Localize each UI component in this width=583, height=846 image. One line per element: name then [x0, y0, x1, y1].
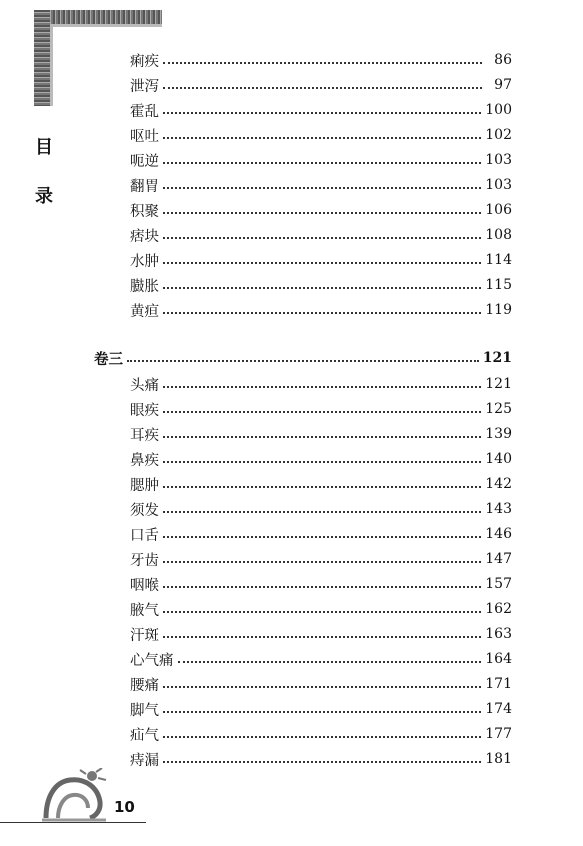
- toc-entry[interactable]: 痞块 108: [130, 227, 512, 245]
- leader-dots: [163, 227, 481, 239]
- toc-entry[interactable]: 口舌 146: [130, 526, 512, 544]
- toc-entry[interactable]: 呃逆 103: [130, 152, 512, 170]
- leader-dots: [163, 152, 481, 164]
- leader-dots: [163, 77, 482, 89]
- toc-entry[interactable]: 头痛 121: [130, 376, 512, 394]
- leader-dots: [163, 102, 481, 114]
- toc-entry[interactable]: 腋气 162: [130, 601, 512, 619]
- leader-dots: [163, 127, 481, 139]
- leader-dots: [163, 426, 481, 438]
- toc-entry[interactable]: 疝气 177: [130, 726, 512, 744]
- page-number: 10: [114, 798, 135, 816]
- dragon-ornament-icon: [40, 768, 108, 824]
- toc-entry[interactable]: 咽喉 157: [130, 576, 512, 594]
- leader-dots: [163, 376, 481, 388]
- leader-dots: [163, 601, 481, 613]
- leader-dots: [163, 526, 481, 538]
- leader-dots: [127, 350, 479, 362]
- toc-entry[interactable]: 心气痛 164: [130, 651, 512, 669]
- toc-entry[interactable]: 痢疾 86: [130, 52, 512, 70]
- leader-dots: [163, 726, 481, 738]
- toc-entry[interactable]: 眼疾 125: [130, 401, 512, 419]
- toc-entry[interactable]: 黄疸 119: [130, 302, 512, 320]
- toc-entry[interactable]: 水肿 114: [130, 252, 512, 270]
- leader-dots: [178, 651, 482, 663]
- leader-dots: [163, 576, 481, 588]
- toc-entry[interactable]: 鼻疾 140: [130, 451, 512, 469]
- toc-entry[interactable]: 腰痛 171: [130, 676, 512, 694]
- toc-entry[interactable]: 牙齿 147: [130, 551, 512, 569]
- contents-title-char-1: 目: [35, 137, 53, 158]
- toc-entry[interactable]: 臌胀 115: [130, 277, 512, 295]
- corner-ornament-left: [34, 10, 50, 106]
- toc-section-heading[interactable]: 卷三 121: [94, 350, 512, 368]
- corner-ornament-inner-left: [50, 24, 53, 106]
- leader-dots: [163, 476, 481, 488]
- leader-dots: [163, 302, 481, 314]
- toc-entry[interactable]: 腮肿 142: [130, 476, 512, 494]
- corner-ornament-top: [38, 10, 162, 24]
- leader-dots: [163, 626, 481, 638]
- toc-entry[interactable]: 积聚 106: [130, 202, 512, 220]
- leader-dots: [163, 401, 481, 413]
- leader-dots: [163, 52, 482, 64]
- leader-dots: [163, 701, 481, 713]
- toc-entry[interactable]: 呕吐 102: [130, 127, 512, 145]
- leader-dots: [163, 676, 481, 688]
- leader-dots: [163, 202, 481, 214]
- footer-rule: [0, 822, 146, 823]
- leader-dots: [163, 177, 481, 189]
- toc-entry[interactable]: 泄泻 97: [130, 77, 512, 95]
- toc-entry[interactable]: 翻胃 103: [130, 177, 512, 195]
- corner-ornament-inner-top: [50, 24, 162, 27]
- toc-entry[interactable]: 脚气 174: [130, 701, 512, 719]
- leader-dots: [163, 252, 481, 264]
- leader-dots: [163, 551, 481, 563]
- toc-entry[interactable]: 汗斑 163: [130, 626, 512, 644]
- toc-entry[interactable]: 痔漏 181: [130, 751, 512, 769]
- leader-dots: [163, 277, 481, 289]
- leader-dots: [163, 751, 481, 763]
- toc-entry[interactable]: 耳疾 139: [130, 426, 512, 444]
- leader-dots: [163, 501, 481, 513]
- toc-entry[interactable]: 须发 143: [130, 501, 512, 519]
- toc-entry[interactable]: 霍乱 100: [130, 102, 512, 120]
- contents-title-char-2: 录: [35, 186, 53, 207]
- leader-dots: [163, 451, 481, 463]
